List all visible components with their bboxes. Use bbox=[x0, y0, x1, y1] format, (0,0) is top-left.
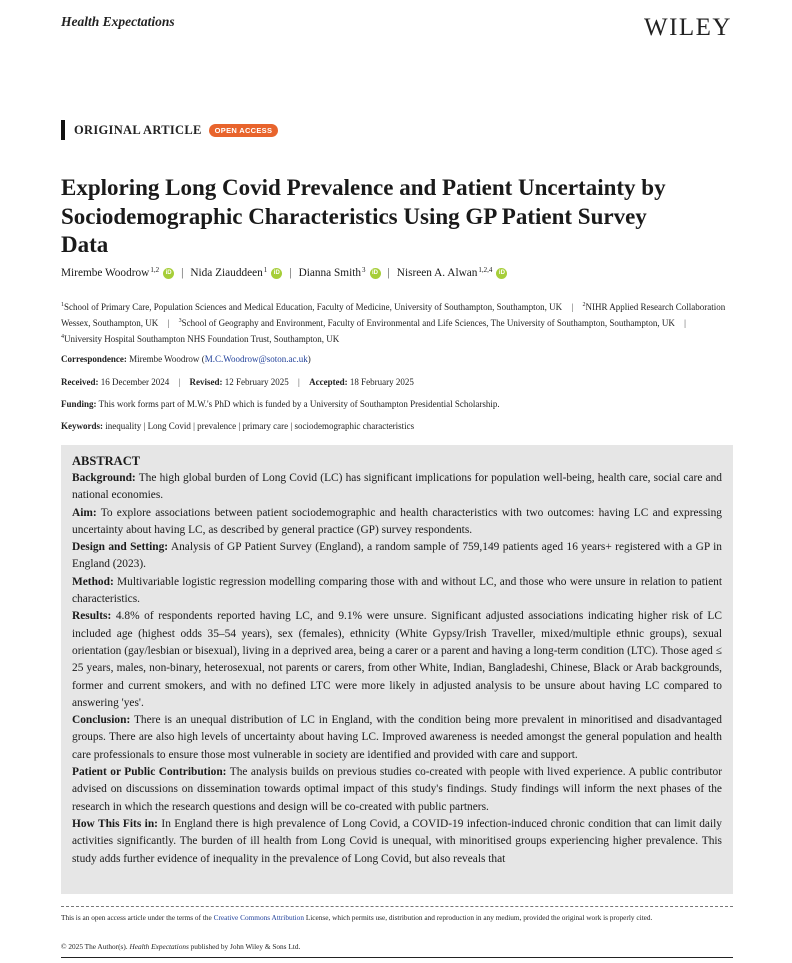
correspondence-name: Mirembe Woodrow bbox=[129, 354, 200, 364]
license-link[interactable]: Creative Commons Attribution bbox=[213, 913, 304, 922]
abstract-section bbox=[72, 712, 722, 764]
bottom-rule bbox=[61, 957, 733, 958]
abstract-box bbox=[61, 445, 733, 894]
abstract-section-text: To explore associations between patient sociodemographic and health characteristics with two outcomes: having LC and expressing uncertainty about having LC, as described by general practice (GP) survey respondents. bbox=[72, 506, 722, 536]
affiliation-text: University Hospital Southampton NHS Foundation Trust, Southampton, UK bbox=[64, 334, 340, 345]
affiliation-sup: 1 bbox=[61, 302, 64, 308]
keyword-separator: | bbox=[143, 421, 146, 431]
abstract-section-text: In England there is high prevalence of Long Covid, a COVID-19 infection-induced chronic condition that can limit daily activities significantly. The burden of ill health from Long Covid is unequal, with minoritised groups experiencing higher prevalence. This study adds further evidence of inequality in the prevalence of Long Covid, but also reveals that bbox=[72, 817, 722, 865]
funding-label: Funding: bbox=[61, 399, 97, 409]
article-type-bar bbox=[61, 120, 65, 140]
revised-date: 12 February 2025 bbox=[224, 377, 289, 387]
affiliations bbox=[61, 298, 733, 347]
author-name: Mirembe Woodrow bbox=[61, 267, 150, 279]
article-dates bbox=[61, 377, 414, 387]
keyword-separator: | bbox=[238, 421, 241, 431]
abstract-section bbox=[72, 764, 722, 816]
author-list bbox=[61, 267, 507, 279]
keyword: primary care bbox=[242, 421, 289, 431]
affiliation-text: NIHR Applied Research Collaboration Wessex, Southampton, UK bbox=[61, 302, 726, 329]
copyright-prefix: © 2025 The Author(s). bbox=[61, 942, 128, 951]
footer-divider bbox=[61, 906, 733, 907]
author[interactable] bbox=[299, 267, 381, 279]
copyright-journal: Health Expectations bbox=[129, 942, 189, 951]
date-separator: | bbox=[178, 377, 181, 387]
author[interactable] bbox=[190, 267, 282, 279]
correspondence: Correspondence: Mirembe Woodrow (M.C.Woodrow@soton.ac.uk) bbox=[61, 354, 311, 364]
keyword-separator: | bbox=[290, 421, 293, 431]
copyright-suffix: published by John Wiley & Sons Ltd. bbox=[190, 942, 301, 951]
journal-name: Health Expectations bbox=[61, 14, 175, 29]
keywords-label: Keywords: bbox=[61, 421, 103, 431]
author-name: Nisreen A. Alwan bbox=[396, 267, 478, 279]
author[interactable] bbox=[61, 267, 174, 279]
abstract-section-text: The analysis builds on previous studies co-created with people with lived experience. A public contributor advised on discussions on dissemination towards optimal impact of this study's findings. Study findings will inform the next phases of the research in which the research questions and design will be co-created with public partners. bbox=[72, 766, 722, 813]
abstract-section-text: There is an unequal distribution of LC in England, with the condition being more prevalent in minoritised and disadvantaged groups. There are also high levels of uncertainty about having LC. Improved awareness is needed amongst the general population and health care professionals to ensure those most vulnerable in society are identified and provided with care and support. bbox=[72, 714, 722, 761]
orcid-icon[interactable]: iD bbox=[163, 268, 174, 279]
article-type-label: ORIGINAL ARTICLE bbox=[74, 122, 202, 137]
author-separator: | bbox=[387, 267, 390, 279]
author-affiliation-sup: 3 bbox=[362, 266, 366, 274]
abstract-section-text: 4.8% of respondents reported having LC, and 9.1% were unsure. Significant adjusted associations indicating higher risk of LC included age (highest odds 35–54 years), sex (females), ethnicity (White Gypsy/Irish Traveller, mixed/multiple ethnic groups), sexual orientation (gay/lesbian or bisexual), living in a deprived area, being a carer or a parent and having a long-term condition (LTC). Those aged ≤ 25 years, males, non-binary, heterosexual, not parents or carers, from other White, Indian, Bangladeshi, Chinese, Black or Arab backgrounds, former and current smokers, and with no defined LTC were more likely in adjusted analysis to be unsure about having LC compared to answering 'yes'. bbox=[72, 610, 722, 709]
orcid-icon[interactable]: iD bbox=[496, 268, 507, 279]
abstract-section-label: Patient or Public Contribution: bbox=[72, 766, 227, 779]
copyright bbox=[61, 942, 300, 951]
abstract-section-label: Conclusion: bbox=[72, 714, 131, 727]
abstract-section-label: Design and Setting: bbox=[72, 541, 169, 554]
author[interactable] bbox=[397, 267, 508, 279]
accepted-date: 18 February 2025 bbox=[349, 377, 414, 387]
author-affiliation-sup: 1,2,4 bbox=[478, 266, 493, 274]
abstract-section-text: The high global burden of Long Covid (LC) has significant implications for population well-being, health care, social care and national economies. bbox=[72, 472, 722, 502]
abstract-section-text: Multivariable logistic regression modelling comparing those with and without LC, and those who were unsure in relation to patient characteristics. bbox=[72, 575, 722, 606]
abstract-section-label: Background: bbox=[72, 472, 136, 484]
author-name: Nida Ziauddeen bbox=[190, 267, 263, 279]
article-title: Exploring Long Covid Prevalence and Patient Uncertainty by Sociodemographic Characteristics Using GP Patient Survey Data bbox=[61, 175, 666, 257]
correspondence-email-link[interactable]: M.C.Woodrow@soton.ac.uk bbox=[204, 354, 308, 364]
abstract-section bbox=[72, 574, 722, 609]
license-suffix: License, which permits use, distribution and reproduction in any medium, provided the original work is properly cited. bbox=[305, 913, 653, 922]
author-name: Dianna Smith bbox=[298, 267, 362, 279]
accepted-label: Accepted: bbox=[309, 377, 348, 387]
received-date: 16 December 2024 bbox=[100, 377, 170, 387]
orcid-icon[interactable]: iD bbox=[271, 268, 282, 279]
correspondence-label: Correspondence: bbox=[61, 354, 127, 364]
abstract-section-label: Method: bbox=[72, 575, 114, 588]
publisher-logo[interactable]: WILEY bbox=[643, 14, 732, 41]
affiliation-separator: | bbox=[684, 318, 686, 329]
received-label: Received: bbox=[61, 377, 99, 387]
author-affiliation-sup: 1,2 bbox=[150, 266, 160, 274]
keyword: Long Covid bbox=[147, 421, 191, 431]
abstract-section bbox=[72, 539, 722, 574]
license-prefix: This is an open access article under the terms of the bbox=[61, 913, 212, 922]
open-access-badge: OPEN ACCESS bbox=[209, 124, 279, 137]
affiliation-text: School of Geography and Environment, Faculty of Environmental and Life Sciences, The University of Southampton, Southampton, UK bbox=[181, 318, 675, 329]
abstract-section-text: Analysis of GP Patient Survey (England), a random sample of 759,149 patients aged 16 years+ registered with a GP in England (2023). bbox=[72, 541, 723, 571]
affiliation-text: School of Primary Care, Population Sciences and Medical Education, Faculty of Medicine, University of Southampton, Southampton, UK bbox=[64, 302, 563, 312]
abstract-section bbox=[72, 505, 722, 540]
article-type bbox=[61, 120, 278, 140]
abstract-section bbox=[72, 470, 722, 505]
affiliation-separator: | bbox=[571, 302, 574, 312]
author-separator: | bbox=[289, 267, 292, 279]
abstract-section-label: Aim: bbox=[72, 506, 97, 519]
abstract-section-label: Results: bbox=[72, 610, 112, 623]
funding-text: This work forms part of M.W.'s PhD which is funded by a University of Southampton Presidential Scholarship. bbox=[98, 399, 500, 409]
keywords bbox=[61, 421, 414, 431]
funding bbox=[61, 399, 500, 409]
author-separator: | bbox=[181, 267, 184, 279]
keyword: inequality bbox=[105, 421, 142, 431]
author-affiliation-sup: 1 bbox=[263, 266, 268, 274]
affiliation-sup: 4 bbox=[61, 334, 64, 341]
abstract-section-label: How This Fits in: bbox=[72, 817, 158, 830]
affiliation-sup: 3 bbox=[178, 318, 182, 325]
affiliation-separator: | bbox=[167, 318, 170, 329]
keyword: prevalence bbox=[197, 421, 237, 431]
abstract-section bbox=[72, 608, 722, 712]
orcid-icon[interactable]: iD bbox=[370, 268, 381, 279]
keyword: sociodemographic characteristics bbox=[294, 421, 415, 431]
keyword-separator: | bbox=[193, 421, 195, 431]
date-separator: | bbox=[298, 377, 300, 387]
affiliation-sup: 2 bbox=[582, 302, 586, 308]
abstract-section bbox=[72, 816, 722, 868]
license-notice bbox=[61, 913, 733, 924]
revised-label: Revised: bbox=[189, 377, 223, 387]
abstract-title: ABSTRACT bbox=[72, 454, 141, 468]
